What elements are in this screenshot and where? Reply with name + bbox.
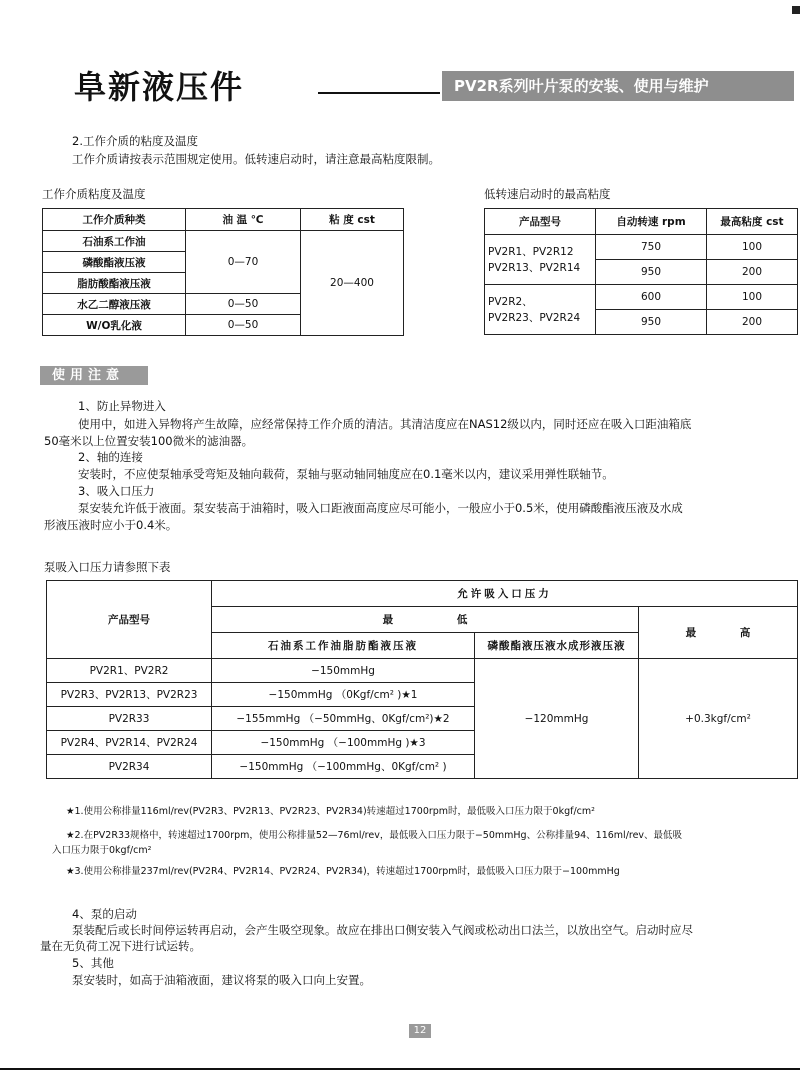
table-cell: +0.3kgf/cm² xyxy=(639,659,798,779)
section-title-bar: PV2R系列叶片泵的安装、使用与维护 xyxy=(442,71,794,101)
model-line: PV2R23、PV2R24 xyxy=(488,311,581,324)
footnote-1: ★1.使用公称排量116ml/rev(PV2R3、PV2R13、PV2R23、PV2R34)转速超过1700rpm时，最低吸入口压力限于0kgf/cm² xyxy=(66,806,595,817)
table-cell: 200 xyxy=(707,260,798,285)
header-rule xyxy=(318,92,440,94)
table-cell xyxy=(485,235,596,285)
intro-heading: 2.工作介质的粘度及温度 xyxy=(72,134,198,148)
item3-line2: 形液压液时应小于0.4米。 xyxy=(44,518,178,532)
table-cell: 水乙二醇液压液 xyxy=(43,294,186,315)
table-cell: 石油系工作油 xyxy=(43,231,186,252)
table-cell: −150mmHg （−100mmHg )★3 xyxy=(212,731,475,755)
table-header: 磷酸酯液压液水成形液压液 xyxy=(475,633,639,659)
corner-mark xyxy=(792,6,800,14)
table-cell: 200 xyxy=(707,310,798,335)
table-cell: 20—400 xyxy=(301,231,404,336)
table-header: 产品型号 xyxy=(485,209,596,235)
table-cell: PV2R34 xyxy=(47,755,212,779)
table-cell: 950 xyxy=(596,260,707,285)
item2-heading: 2、轴的连接 xyxy=(78,450,143,464)
table-cell: −150mmHg xyxy=(212,659,475,683)
item3-line1: 泵安装允许低于液面。泵安装高于油箱时，吸入口距液面高度应尽可能小，一般应小于0.5米，使用磷酸酯液压液及水成 xyxy=(78,501,683,515)
table-cell: PV2R4、PV2R14、PV2R24 xyxy=(47,731,212,755)
page-number: 12 xyxy=(409,1024,431,1038)
item2-line1: 安装时，不应使泵轴承受弯矩及轴向载荷，泵轴与驱动轴同轴度应在0.1毫米以内，建议采用弹性联轴节。 xyxy=(78,467,614,481)
table-cell: 100 xyxy=(707,285,798,310)
table-cell: 0—50 xyxy=(186,315,301,336)
table-cell: −120mmHg xyxy=(475,659,639,779)
table-cell xyxy=(485,285,596,335)
table-header: 工作介质种类 xyxy=(43,209,186,231)
table-cell: PV2R33 xyxy=(47,707,212,731)
model-line: PV2R2、 xyxy=(488,295,533,308)
table2-caption: 低转速启动时的最高粘度 xyxy=(484,187,611,201)
item4-line2: 量在无负荷工况下进行试运转。 xyxy=(40,939,201,953)
table-header: 最 高 xyxy=(639,607,798,659)
item1-heading: 1、防止异物进入 xyxy=(78,399,166,413)
table-header: 允许吸入口压力 xyxy=(212,581,798,607)
suction-pressure-table xyxy=(46,580,798,779)
footnote-3: ★3.使用公称排量237ml/rev(PV2R4、PV2R14、PV2R24、PV2R34)，转速超过1700rpm时，最低吸入口压力限于−100mmHg xyxy=(66,866,620,877)
table-header: 最 低 xyxy=(212,607,639,633)
brand-title: 阜新液压件 xyxy=(74,68,245,106)
table-cell: W/O乳化液 xyxy=(43,315,186,336)
table-cell: 950 xyxy=(596,310,707,335)
item1-line1: 使用中，如进入异物将产生故障，应经常保持工作介质的清洁。其清洁度应在NAS12级以内，同时还应在吸入口距油箱底 xyxy=(78,417,692,431)
table-cell: 0—50 xyxy=(186,294,301,315)
table3-caption: 泵吸入口压力请参照下表 xyxy=(44,560,171,574)
table-header: 产品型号 xyxy=(47,581,212,659)
table1-caption: 工作介质粘度及温度 xyxy=(42,187,146,201)
item5-heading: 5、其他 xyxy=(72,956,114,970)
item4-line1: 泵装配后或长时间停运转再启动，会产生吸空现象。故应在排出口侧安装入气阀或松动出口法兰，以放出空气。启动时应尽 xyxy=(72,923,693,937)
table-header: 石油系工作油脂肪酯液压液 xyxy=(212,633,475,659)
table-header: 粘 度 cst xyxy=(301,209,404,231)
table-cell: PV2R1、PV2R2 xyxy=(47,659,212,683)
table-cell: −150mmHg （−100mmHg、0Kgf/cm² ) xyxy=(212,755,475,779)
table-header: 最高粘度 cst xyxy=(707,209,798,235)
table-header: 自动转速 rpm xyxy=(596,209,707,235)
model-line: PV2R13、PV2R14 xyxy=(488,261,581,274)
item4-heading: 4、泵的启动 xyxy=(72,907,137,921)
viscosity-temperature-table xyxy=(42,208,404,336)
table-cell: 脂肪酸酯液压液 xyxy=(43,273,186,294)
item3-heading: 3、吸入口压力 xyxy=(78,484,155,498)
intro-text: 工作介质请按表示范围规定使用。低转速启动时，请注意最高粘度限制。 xyxy=(72,152,440,166)
table-cell: 0—70 xyxy=(186,231,301,294)
table-cell: 750 xyxy=(596,235,707,260)
usage-section-title: 使用注意 xyxy=(40,366,148,385)
item5-line1: 泵安装时，如高于油箱液面，建议将泵的吸入口向上安置。 xyxy=(72,973,371,987)
table-cell: −155mmHg （−50mmHg、0Kgf/cm²)★2 xyxy=(212,707,475,731)
table-header: 油 温 ℃ xyxy=(186,209,301,231)
table-cell: 磷酸酯液压液 xyxy=(43,252,186,273)
item1-line2: 50毫米以上位置安装100微米的滤油器。 xyxy=(44,434,254,448)
footnote-2-line2: 入口压力限于0kgf/cm² xyxy=(52,845,152,856)
table-cell: 600 xyxy=(596,285,707,310)
max-viscosity-table xyxy=(484,208,798,335)
footnote-2-line1: ★2.在PV2R33规格中，转速超过1700rpm，使用公称排量52—76ml/rev，最低吸入口压力限于−50mmHg、公称排量94、116ml/rev、最低吸 xyxy=(66,830,683,841)
table-cell: PV2R3、PV2R13、PV2R23 xyxy=(47,683,212,707)
table-cell: 100 xyxy=(707,235,798,260)
table-cell: −150mmHg （0Kgf/cm² )★1 xyxy=(212,683,475,707)
footer-rule xyxy=(0,1068,800,1070)
model-line: PV2R1、PV2R12 xyxy=(488,245,574,258)
